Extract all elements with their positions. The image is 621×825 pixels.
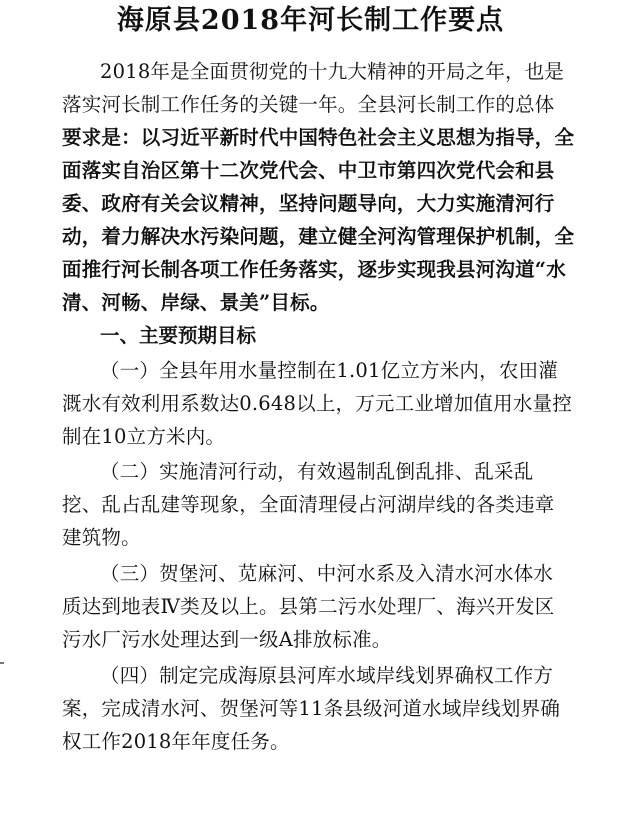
intro-line-8: 清、河畅、岸绿、景美”目标。 — [62, 291, 330, 314]
intro-line-7: 面推行河长制各项工作任务落实，逐步实现我县河沟道“水 — [62, 258, 566, 281]
intro-line-2: 落实河长制工作任务的关键一年。全县河长制工作的总体 — [62, 93, 555, 116]
document-title: 海原县2018年河长制工作要点 — [116, 5, 505, 36]
intro-line-3: 要求是：以习近平新时代中国特色社会主义思想为指导，全 — [62, 126, 575, 149]
intro-line-1: 2018年是全面贯彻党的十九大精神的开局之年，也是 — [100, 60, 565, 83]
item-1-line-3: 制在10立方米内。 — [62, 425, 226, 448]
intro-line-6: 动，着力解决水污染问题，建立健全河沟管理保护机制，全 — [62, 225, 575, 248]
item-1-line-1: （一）全县年用水量控制在1.01亿立方米内，农田灌 — [100, 359, 558, 382]
item-2-line-1: （二）实施清河行动，有效遏制乱倒乱排、乱采乱 — [100, 460, 534, 483]
item-1-line-2: 溉水有效利用系数达0.648以上，万元工业增加值用水量控 — [62, 392, 572, 415]
item-2-line-2: 挖、乱占乱建等现象，全面清理侵占河湖岸线的各类违章 — [62, 493, 555, 516]
item-4-line-1: （四）制定完成海原县河库水域岸线划界确权工作方 — [100, 664, 554, 687]
section-heading: 一、主要预期目标 — [100, 324, 257, 347]
scan-edge-mark — [0, 662, 4, 664]
item-4-line-2: 案，完成清水河、贺堡河等11条县级河道水域岸线划界确 — [62, 697, 561, 720]
item-3-line-2: 质达到地表Ⅳ类及以上。县第二污水处理厂、海兴开发区 — [62, 595, 555, 618]
item-4-line-3: 权工作2018年年度任务。 — [62, 730, 290, 753]
item-3-line-3: 污水厂污水处理达到一级A排放标准。 — [62, 628, 392, 651]
item-3-line-1: （三）贺堡河、苋麻河、中河水系及入清水河水体水 — [100, 562, 554, 585]
intro-line-4: 面落实自治区第十二次党代会、中卫市第四次党代会和县 — [62, 159, 555, 182]
item-2-line-3: 建筑物。 — [62, 526, 141, 549]
intro-line-5: 委、政府有关会议精神，坚持问题导向，大力实施清河行 — [62, 192, 555, 215]
